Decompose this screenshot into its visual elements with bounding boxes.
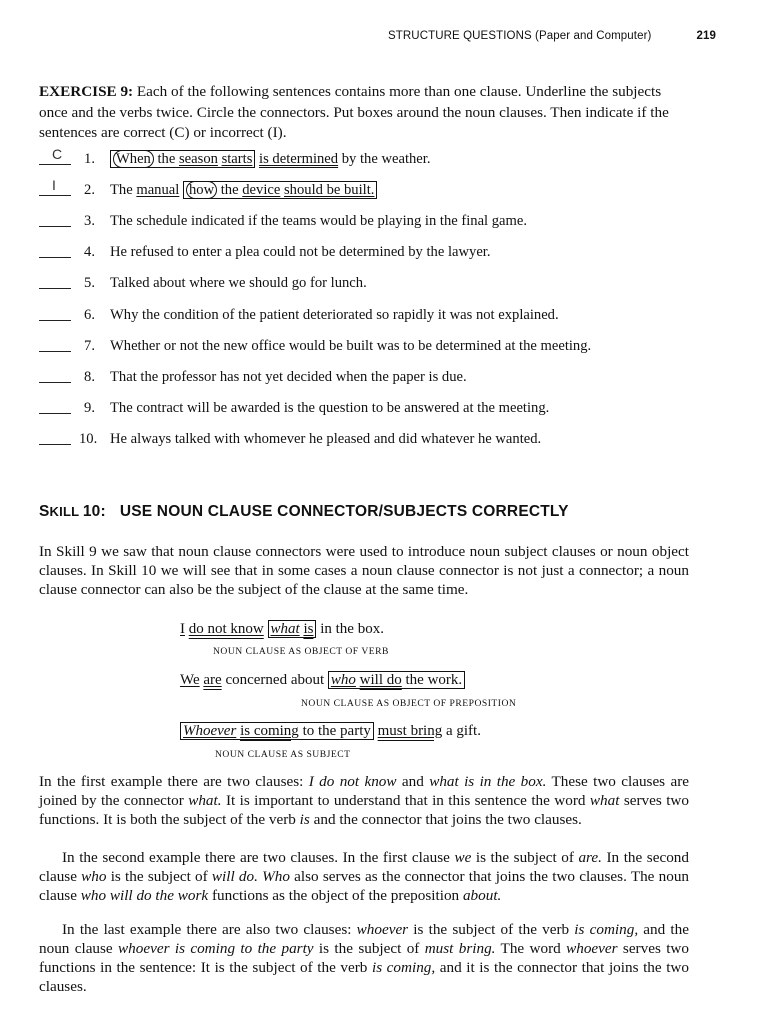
exercise-label: EXERCISE 9: bbox=[39, 83, 134, 100]
connector-circle: how bbox=[186, 181, 217, 199]
item-text bbox=[110, 148, 430, 170]
exercise-item bbox=[39, 179, 699, 201]
word: the bbox=[217, 182, 243, 198]
answer-blank[interactable] bbox=[39, 413, 71, 414]
word: in the box. bbox=[316, 621, 384, 637]
item-text: The schedule indicated if the teams would be playing in the final game. bbox=[110, 213, 528, 229]
connector-circle: When bbox=[113, 150, 154, 168]
answer-blank[interactable] bbox=[39, 288, 71, 289]
verb-word: is bbox=[303, 621, 314, 637]
word: by the weather. bbox=[338, 151, 431, 167]
running-head bbox=[388, 30, 728, 42]
example-caption: NOUN CLAUSE AS OBJECT OF PREPOSITION bbox=[301, 698, 517, 709]
item-number: 9. bbox=[84, 400, 95, 416]
item-text: That the professor has not yet decided when the paper is due. bbox=[110, 369, 467, 385]
noun-clause-box bbox=[110, 150, 255, 168]
item-text: He refused to enter a plea could not be determined by the lawyer. bbox=[110, 244, 491, 260]
item-number: 5. bbox=[84, 275, 95, 291]
word: to the party bbox=[298, 723, 371, 739]
example-caption: NOUN CLAUSE AS OBJECT OF VERB bbox=[213, 646, 389, 657]
noun-clause-box bbox=[268, 620, 317, 638]
exercise-item bbox=[39, 148, 699, 170]
explanation-paragraph: In the second example there are two clauses. In the first clause we is the subject of are. In the second clause who is the subject of will do. Who also serves as the connector that joins the two clauses. The noun clause who will do the work functions as the object of the preposition about. bbox=[39, 849, 690, 904]
example-sentence bbox=[180, 723, 481, 740]
item-number: 10. bbox=[79, 431, 98, 447]
example-sentence bbox=[180, 672, 465, 689]
word: the work. bbox=[401, 672, 463, 688]
word: the bbox=[153, 151, 179, 167]
word: The bbox=[110, 182, 137, 198]
exercise-text: Each of the following sentences contains more than one clause. Underline the subjects once and the verbs twice. Circle the connectors. Put boxes around the noun clauses. Then indicate if the sentences are correct (C) or incorrect (I). bbox=[39, 83, 669, 141]
subject-word: Whoever bbox=[183, 723, 237, 739]
exercise-item bbox=[39, 366, 699, 388]
item-text: He always talked with whomever he pleased and did whatever he wanted. bbox=[110, 431, 542, 447]
subject-word: device bbox=[242, 182, 281, 198]
answer-blank[interactable] bbox=[39, 257, 71, 258]
item-number: 6. bbox=[84, 307, 95, 323]
item-text bbox=[110, 179, 377, 201]
item-number: 4. bbox=[84, 244, 95, 260]
item-text: Why the condition of the patient deteriorated so rapidly it was not explained. bbox=[110, 307, 559, 323]
intro-paragraph: In Skill 9 we saw that noun clause connectors were used to introduce noun subject clauses or noun object clauses. In Skill 10 we will see that in some cases a noun clause connector is not just a connector; a noun clause connector can also be the subject of the clause at the same time. bbox=[39, 543, 689, 598]
skill-label: SKILL 10: bbox=[39, 503, 106, 520]
exercise-item bbox=[39, 335, 699, 357]
answer-mark: I bbox=[52, 177, 56, 193]
verb-word: must bring bbox=[377, 723, 443, 739]
word: concerned about bbox=[221, 672, 328, 688]
exercise-instructions bbox=[39, 82, 689, 144]
verb-word: should be built. bbox=[284, 182, 375, 198]
answer-blank[interactable] bbox=[39, 382, 71, 383]
running-head-title: STRUCTURE QUESTIONS (Paper and Computer) bbox=[388, 30, 652, 42]
skill-title: USE NOUN CLAUSE CONNECTOR/SUBJECTS CORRECTLY bbox=[119, 503, 569, 520]
verb-word: is coming bbox=[240, 723, 299, 739]
item-text: Whether or not the new office would be built was to be determined at the meeting. bbox=[110, 338, 592, 354]
example-sentence bbox=[180, 621, 384, 638]
answer-mark: C bbox=[52, 146, 63, 162]
exercise-item bbox=[39, 210, 699, 232]
subject-word: who bbox=[330, 672, 356, 688]
example-caption: NOUN CLAUSE AS SUBJECT bbox=[215, 749, 351, 760]
noun-clause-box bbox=[183, 181, 377, 199]
word: a gift. bbox=[442, 723, 481, 739]
item-number: 7. bbox=[84, 338, 95, 354]
item-number: 8. bbox=[84, 369, 95, 385]
page-number: 219 bbox=[696, 30, 716, 42]
verb-word: is determined bbox=[259, 151, 339, 167]
item-number: 3. bbox=[84, 213, 95, 229]
item-text: Talked about where we should go for lunch. bbox=[110, 275, 367, 291]
answer-blank[interactable] bbox=[39, 444, 71, 445]
answer-blank[interactable] bbox=[39, 320, 71, 321]
subject-word: manual bbox=[136, 182, 180, 198]
subject-word: season bbox=[179, 151, 218, 167]
noun-clause-box bbox=[180, 722, 374, 740]
item-number: 2. bbox=[84, 182, 95, 198]
subject-word: We bbox=[180, 672, 200, 688]
verb-word: will do bbox=[359, 672, 402, 688]
exercise-item bbox=[39, 272, 699, 294]
subject-word: what bbox=[270, 621, 300, 637]
item-number: 1. bbox=[84, 151, 95, 167]
answer-blank[interactable] bbox=[39, 351, 71, 352]
explanation-paragraph: In the first example there are two clauses: I do not know and what is in the box. These two clauses are joined by the connector what. It is important to understand that in this sentence the word what serves two functions. It is both the subject of the verb is and the connector that joins the two clauses. bbox=[39, 773, 689, 828]
skill-heading bbox=[39, 503, 569, 521]
verb-word: are bbox=[203, 672, 222, 688]
answer-blank[interactable] bbox=[39, 226, 71, 227]
subject-word: I bbox=[180, 621, 185, 637]
exercise-item bbox=[39, 428, 699, 450]
exercise-item bbox=[39, 304, 699, 326]
explanation-paragraph: In the last example there are also two clauses: whoever is the subject of the verb is coming, and the noun clause whoever is coming to the party is the subject of must bring. The word whoever serves two functions in the sentence: It is the subject of the verb is coming, and it is the connector that joins the two clauses. bbox=[39, 921, 689, 995]
item-text: The contract will be awarded is the question to be answered at the meeting. bbox=[110, 400, 550, 416]
noun-clause-box bbox=[328, 671, 465, 689]
verb-word: do not know bbox=[188, 621, 264, 637]
exercise-item bbox=[39, 397, 699, 419]
verb-word: starts bbox=[221, 151, 253, 167]
exercise-item bbox=[39, 241, 699, 263]
